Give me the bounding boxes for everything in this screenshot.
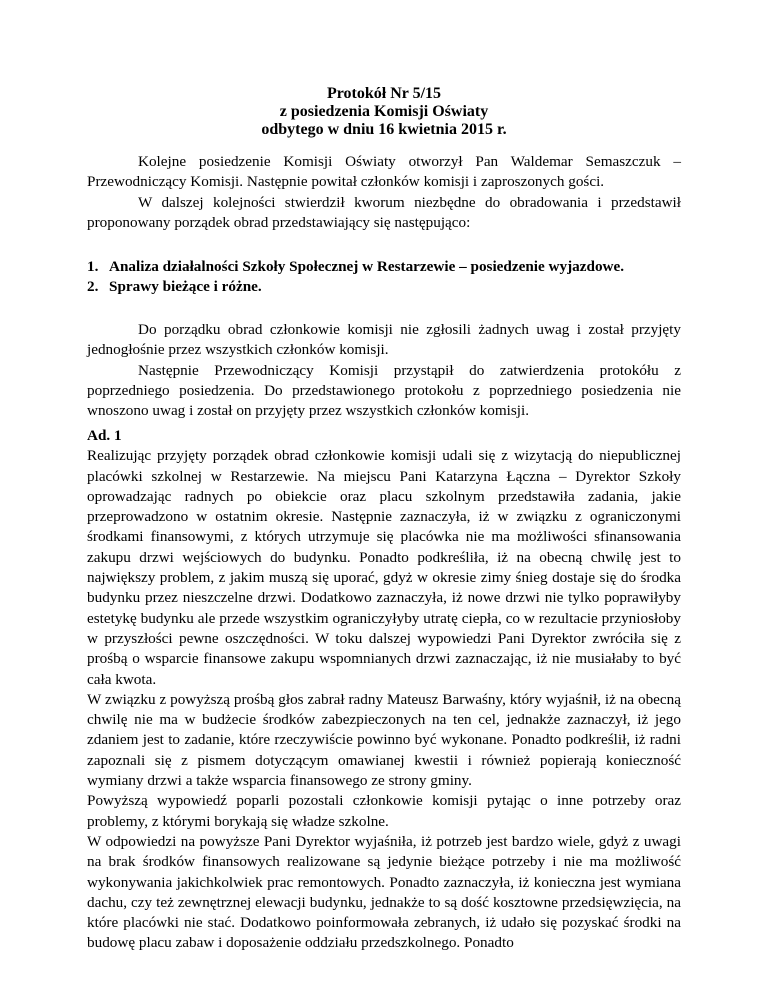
intro-section [87, 152, 681, 233]
agenda-item [87, 257, 681, 277]
intro-paragraph: W dalszej kolejności stwierdził kworum niezbędne do obradowania i przedstawił proponowany porządek obrad przedstawiający się następująco: [87, 193, 681, 231]
agenda-item-text: Analiza działalności Szkoły Społecznej w Restarzewie – posiedzenie wyjazdowe. [109, 258, 625, 275]
title-line-2: z posiedzenia Komisji Oświaty [279, 103, 489, 120]
agenda-approval-section [87, 320, 681, 421]
document-title [0, 85, 768, 139]
section-heading: Ad. 1 [87, 427, 122, 444]
ad-1-section [87, 426, 681, 954]
title-line-3: odbytego w dniu 16 kwietnia 2015 r. [261, 121, 507, 138]
agenda-list [87, 257, 681, 298]
section-paragraph: W związku z powyższą prośbą głos zabrał radny Mateusz Barwaśny, który wyjaśnił, iż na obecną chwilę nie ma w budżecie środków zabezpieczonych na ten cel, jednakże zaznaczył, iż jego zdaniem jest to zadanie, które rzeczywiście powinno być wykonane. Ponadto podkreślił, iż radni zapoznali się z pismem dotyczącym omawianej kwestii i również popierają konieczność wymiany drzwi a także wsparcia finansowego ze strony gminy. [87, 690, 681, 790]
agenda-item-number: 1. [87, 258, 99, 275]
approval-paragraph: Następnie Przewodniczący Komisji przystąpił do zatwierdzenia protokółu z poprzedniego posiedzenia. Do przedstawionego protokołu z poprzedniego posiedzenia nie wnoszono uwag i został on przyjęty przez wszystkich członków komisji. [87, 361, 681, 420]
section-paragraph: Realizując przyjęty porządek obrad członkowie komisji udali się z wizytacją do niepublicznej placówki szkolnej w Restarzewie. Na miejscu Pani Katarzyna Łączna – Dyrektor Szkoły oprowadzając radnych po obiekcie oraz placu szkolnym przedstawiła zadania, jakie przeprowadzono w ostatnim okresie. Następnie zaznaczyła, iż w związku z ograniczonymi środkami finansowymi, z których utrzymuje się placówka nie ma możliwości sfinansowania zakupu drzwi wejściowych do budynku. Ponadto podkreśliła, iż na obecną chwilę jest to największy problem, z jakim muszą się uporać, gdyż w okresie zimy śnieg dostaje się do środka budynku przez nieszczelne drzwi. Dodatkowo zaznaczyła, iż nowe drzwi nie tylko poprawiłyby estetykę budynku ale przede wszystkim ograniczyłyby utratę ciepła, co w rezultacie przyniosłoby w przyszłości pewne oszczędności. W toku dalszej wypowiedzi Pani Dyrektor zwróciła się z prośbą o wsparcie finansowe zakupu wspomnianych drzwi zaznaczając, iż nie musiałaby to być cała kwota. [87, 447, 681, 688]
agenda-item [87, 277, 681, 297]
intro-paragraph: Kolejne posiedzenie Komisji Oświaty otworzył Pan Waldemar Semaszczuk – Przewodniczący Komisji. Następnie powitał członków komisji i zaproszonych gości. [87, 153, 681, 191]
agenda-item-number: 2. [87, 278, 99, 296]
section-paragraph: Powyższą wypowiedź poparli pozostali członkowie komisji pytając o inne potrzeby oraz problemy, z którymi borykają się władze szkolne. [87, 792, 681, 830]
title-line-1: Protokół Nr 5/15 [326, 85, 442, 102]
agenda-item-text: Sprawy bieżące i różne. [109, 278, 262, 296]
section-paragraph: W odpowiedzi na powyższe Pani Dyrektor wyjaśniła, iż potrzeb jest bardzo wiele, gdyż z uwagi na brak środków finansowych realizowane są jedynie bieżące potrzeby i nie ma możliwość wykonywania jakichkolwiek prac remontowych. Ponadto zaznaczyła, iż konieczna jest wymiana dachu, czy też zewnętrznej elewacji budynku, jednakże to są dość kosztowne przedsięwzięcia, na które placówki nie stać. Dodatkowo poinformowała zebranych, iż udało się pozyskać środki na budowę placu zabaw i doposażenie oddziału przedszkolnego. Ponadto [87, 832, 681, 952]
approval-paragraph: Do porządku obrad członkowie komisji nie zgłosili żadnych uwag i został przyjęty jednogłośnie przez wszystkich członków komisji. [87, 321, 681, 359]
